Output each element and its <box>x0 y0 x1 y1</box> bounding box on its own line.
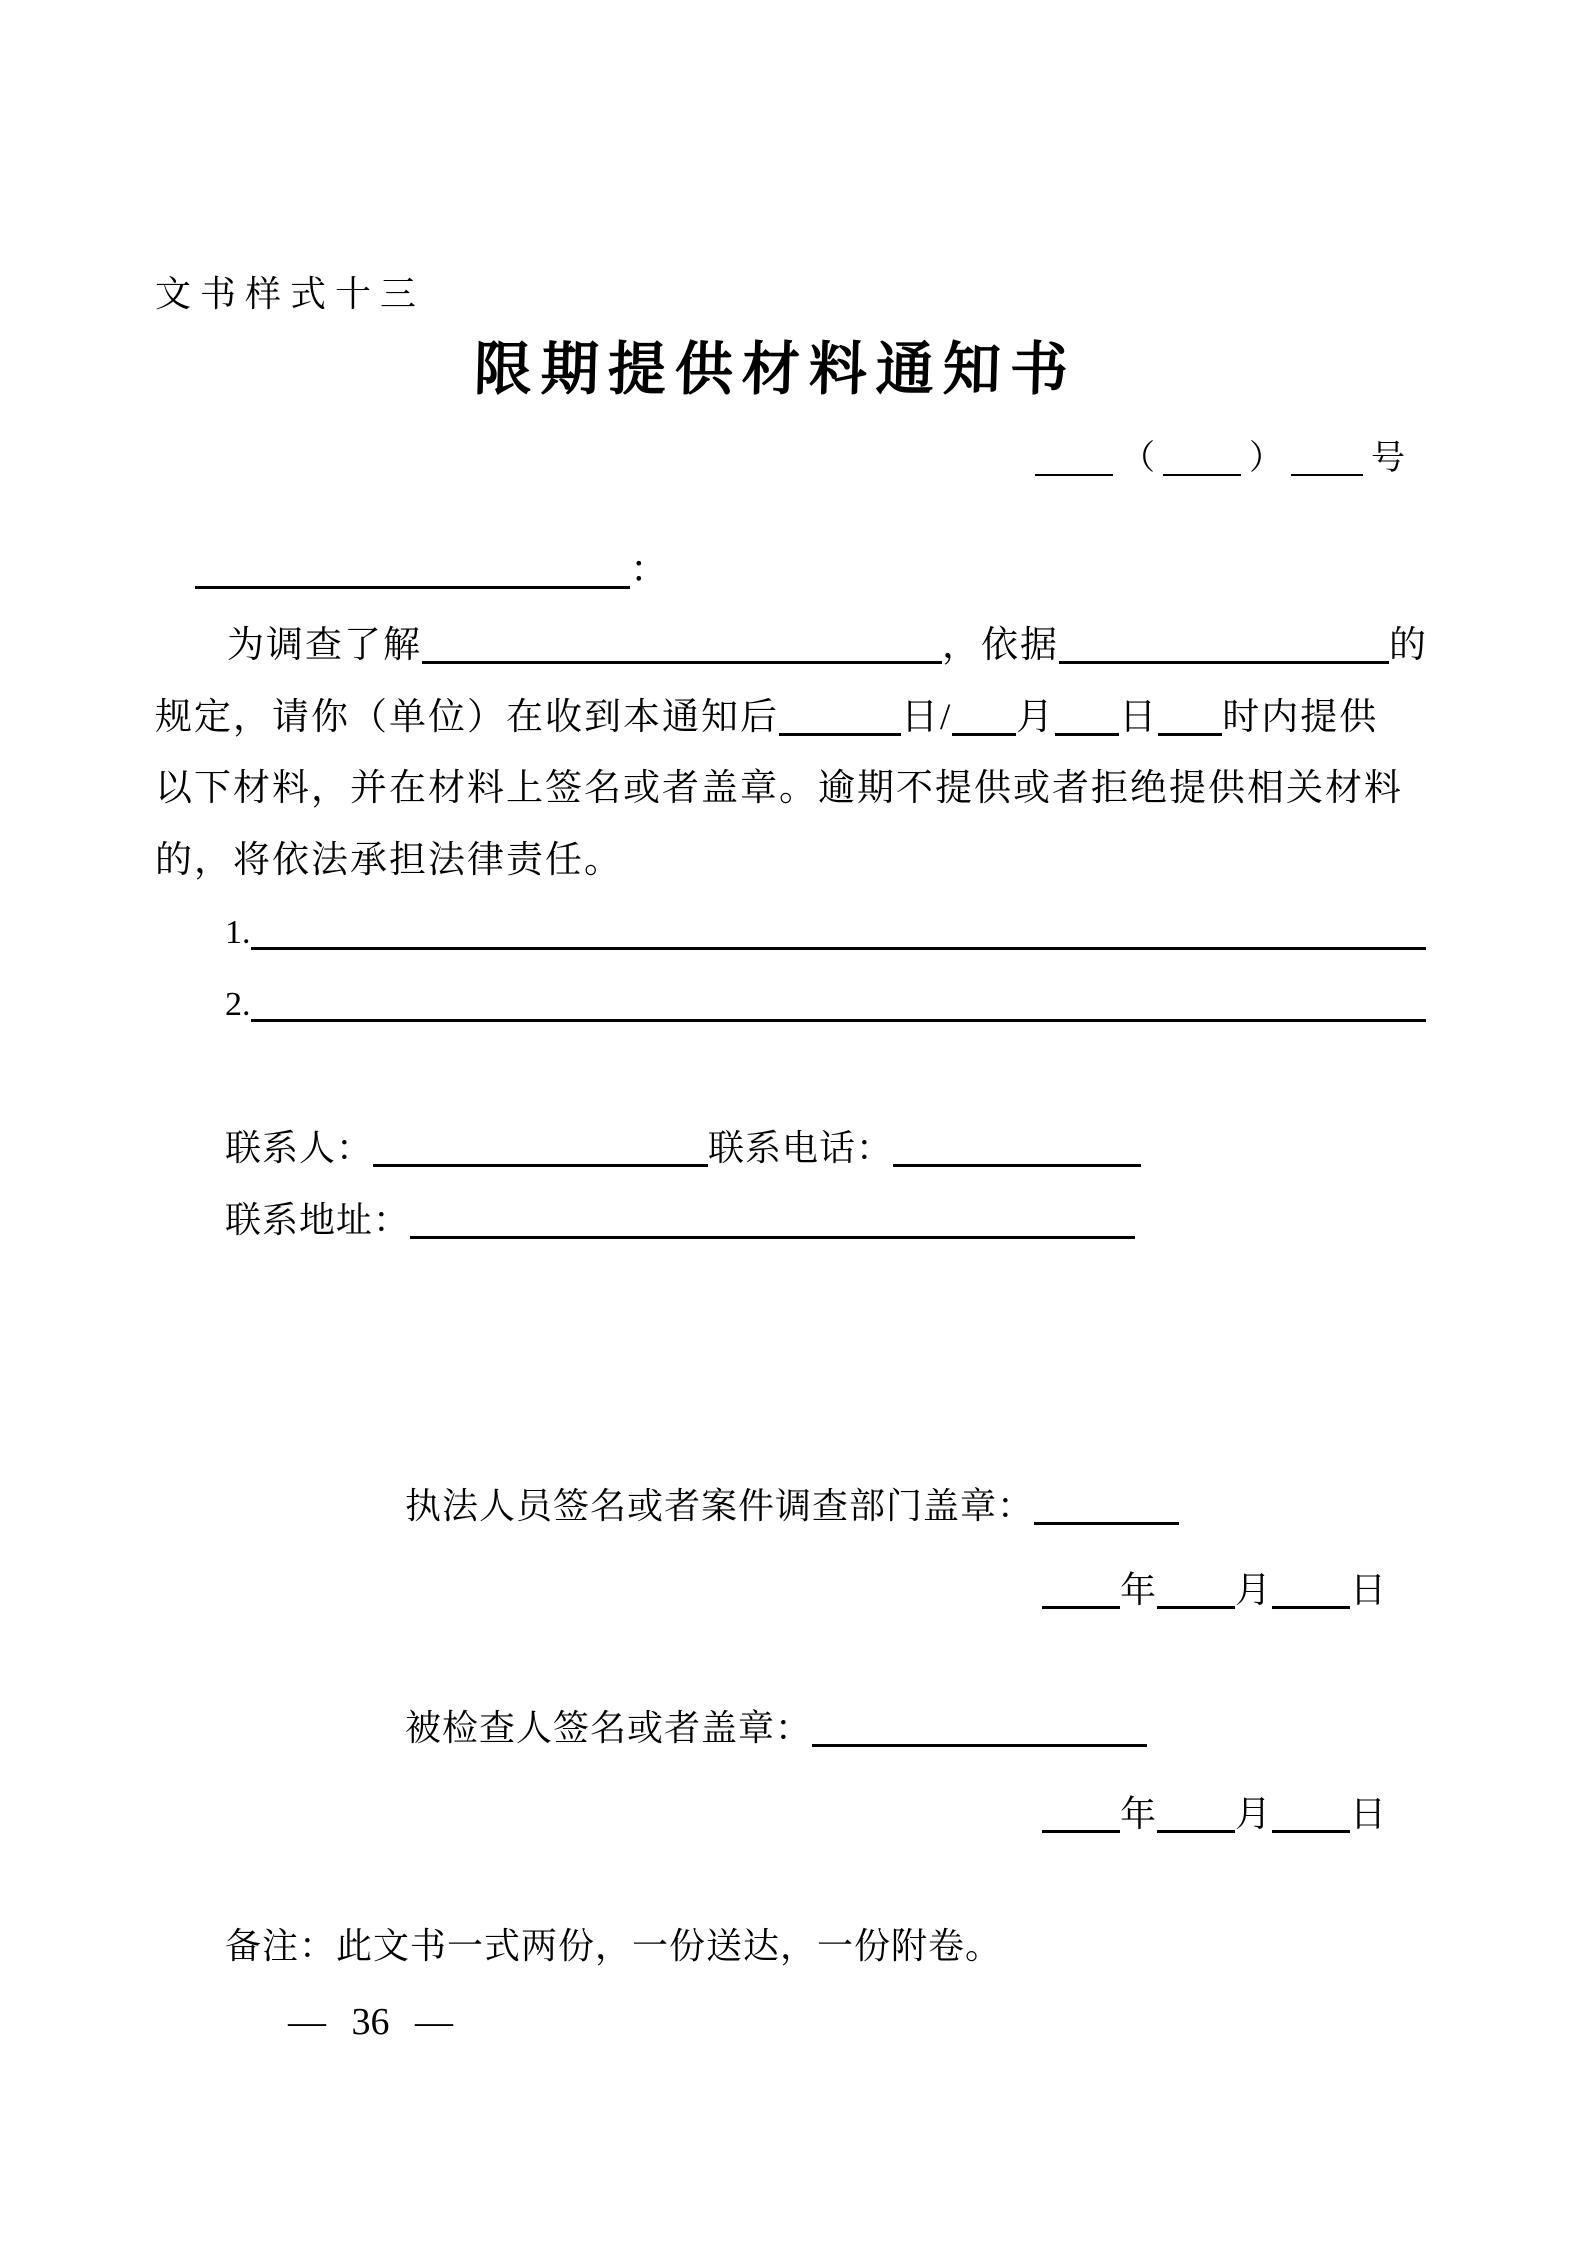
para-text-basis: ，依据 <box>942 625 1059 666</box>
item-blank-1 <box>251 917 1426 950</box>
enforcer-year-blank <box>1042 1576 1120 1609</box>
para-text-month: 月 <box>1016 697 1056 738</box>
basis-blank <box>1059 631 1389 664</box>
doc-number-line <box>1035 430 1405 479</box>
doc-number-paren-open: （ <box>1121 440 1155 477</box>
para-text-day-slash: 日/ <box>901 697 953 738</box>
contact-row-2 <box>225 1192 1135 1243</box>
contact-phone-label: 联系电话： <box>708 1128 894 1168</box>
enforcer-year-label: 年 <box>1119 1570 1157 1610</box>
doc-number-blank-1 <box>1035 444 1113 476</box>
month-blank <box>952 703 1016 736</box>
enforcer-date-line <box>1042 1562 1387 1613</box>
document-style-label: 文书样式十三 <box>155 274 426 314</box>
doc-number-blank-3 <box>1291 444 1363 476</box>
item-number-2: 2. <box>225 986 251 1023</box>
hour-blank <box>1158 703 1222 736</box>
para-text-liability: 的，将依法承担法律责任。 <box>155 840 623 881</box>
enforcer-signature-label: 执法人员签名或者案件调查部门盖章： <box>405 1486 1035 1526</box>
item-number-1: 1. <box>225 914 251 951</box>
inspected-date-line <box>1042 1786 1387 1837</box>
para-text-investigate: 为调查了解 <box>227 625 422 666</box>
inspected-month-label: 月 <box>1234 1794 1272 1834</box>
enforcer-signature-line <box>405 1478 1179 1529</box>
para-text-hours-provide: 时内提供 <box>1222 697 1379 738</box>
page-number: — 36 — <box>288 2001 453 2043</box>
days-blank <box>779 703 901 736</box>
doc-number-suffix: 号 <box>1371 440 1405 477</box>
doc-number-blank-2 <box>1163 444 1241 476</box>
contact-person-blank <box>373 1134 708 1167</box>
para-text-deadline: 规定，请你（单位）在收到本通知后 <box>155 697 779 738</box>
inspected-day-blank <box>1272 1800 1350 1833</box>
contact-row-1 <box>225 1120 1141 1171</box>
para-line-2 <box>155 686 1378 740</box>
para-line-3 <box>155 757 1403 811</box>
contact-person-label: 联系人： <box>225 1128 374 1168</box>
para-text-de: 的 <box>1389 625 1428 666</box>
addressee-blank <box>195 556 630 589</box>
addressee-line <box>195 538 668 593</box>
inspected-month-blank <box>1157 1800 1235 1833</box>
contact-phone-blank <box>893 1134 1141 1167</box>
item-blank-2 <box>251 989 1426 1022</box>
addressee-colon: ： <box>630 549 669 591</box>
enforcer-month-blank <box>1157 1576 1235 1609</box>
enforcer-day-blank <box>1272 1576 1350 1609</box>
inspected-signature-line <box>405 1700 1147 1751</box>
document-title: 限期提供材料通知书 <box>473 337 1078 402</box>
inspected-year-label: 年 <box>1119 1794 1157 1834</box>
investigate-blank <box>422 631 942 664</box>
para-line-4 <box>155 829 623 883</box>
inspected-day-label: 日 <box>1349 1794 1387 1834</box>
doc-number-paren-close: ） <box>1249 440 1283 477</box>
material-item-1 <box>225 910 1426 952</box>
contact-address-label: 联系地址： <box>225 1200 411 1240</box>
material-item-2 <box>225 982 1426 1024</box>
para-text-materials: 以下材料，并在材料上签名或者盖章。逾期不提供或者拒绝提供相关材料 <box>155 768 1403 809</box>
note-text: 备注：此文书一式两份，一份送达，一份附卷。 <box>225 1926 1003 1966</box>
inspected-signature-label: 被检查人签名或者盖章： <box>405 1708 813 1748</box>
contact-address-blank <box>410 1206 1135 1239</box>
day-blank <box>1055 703 1119 736</box>
inspected-signature-blank <box>812 1714 1147 1747</box>
enforcer-month-label: 月 <box>1234 1570 1272 1610</box>
enforcer-day-label: 日 <box>1349 1570 1387 1610</box>
para-line-1 <box>155 614 1428 668</box>
inspected-year-blank <box>1042 1800 1120 1833</box>
para-text-day: 日 <box>1119 697 1159 738</box>
enforcer-signature-blank <box>1034 1492 1179 1525</box>
